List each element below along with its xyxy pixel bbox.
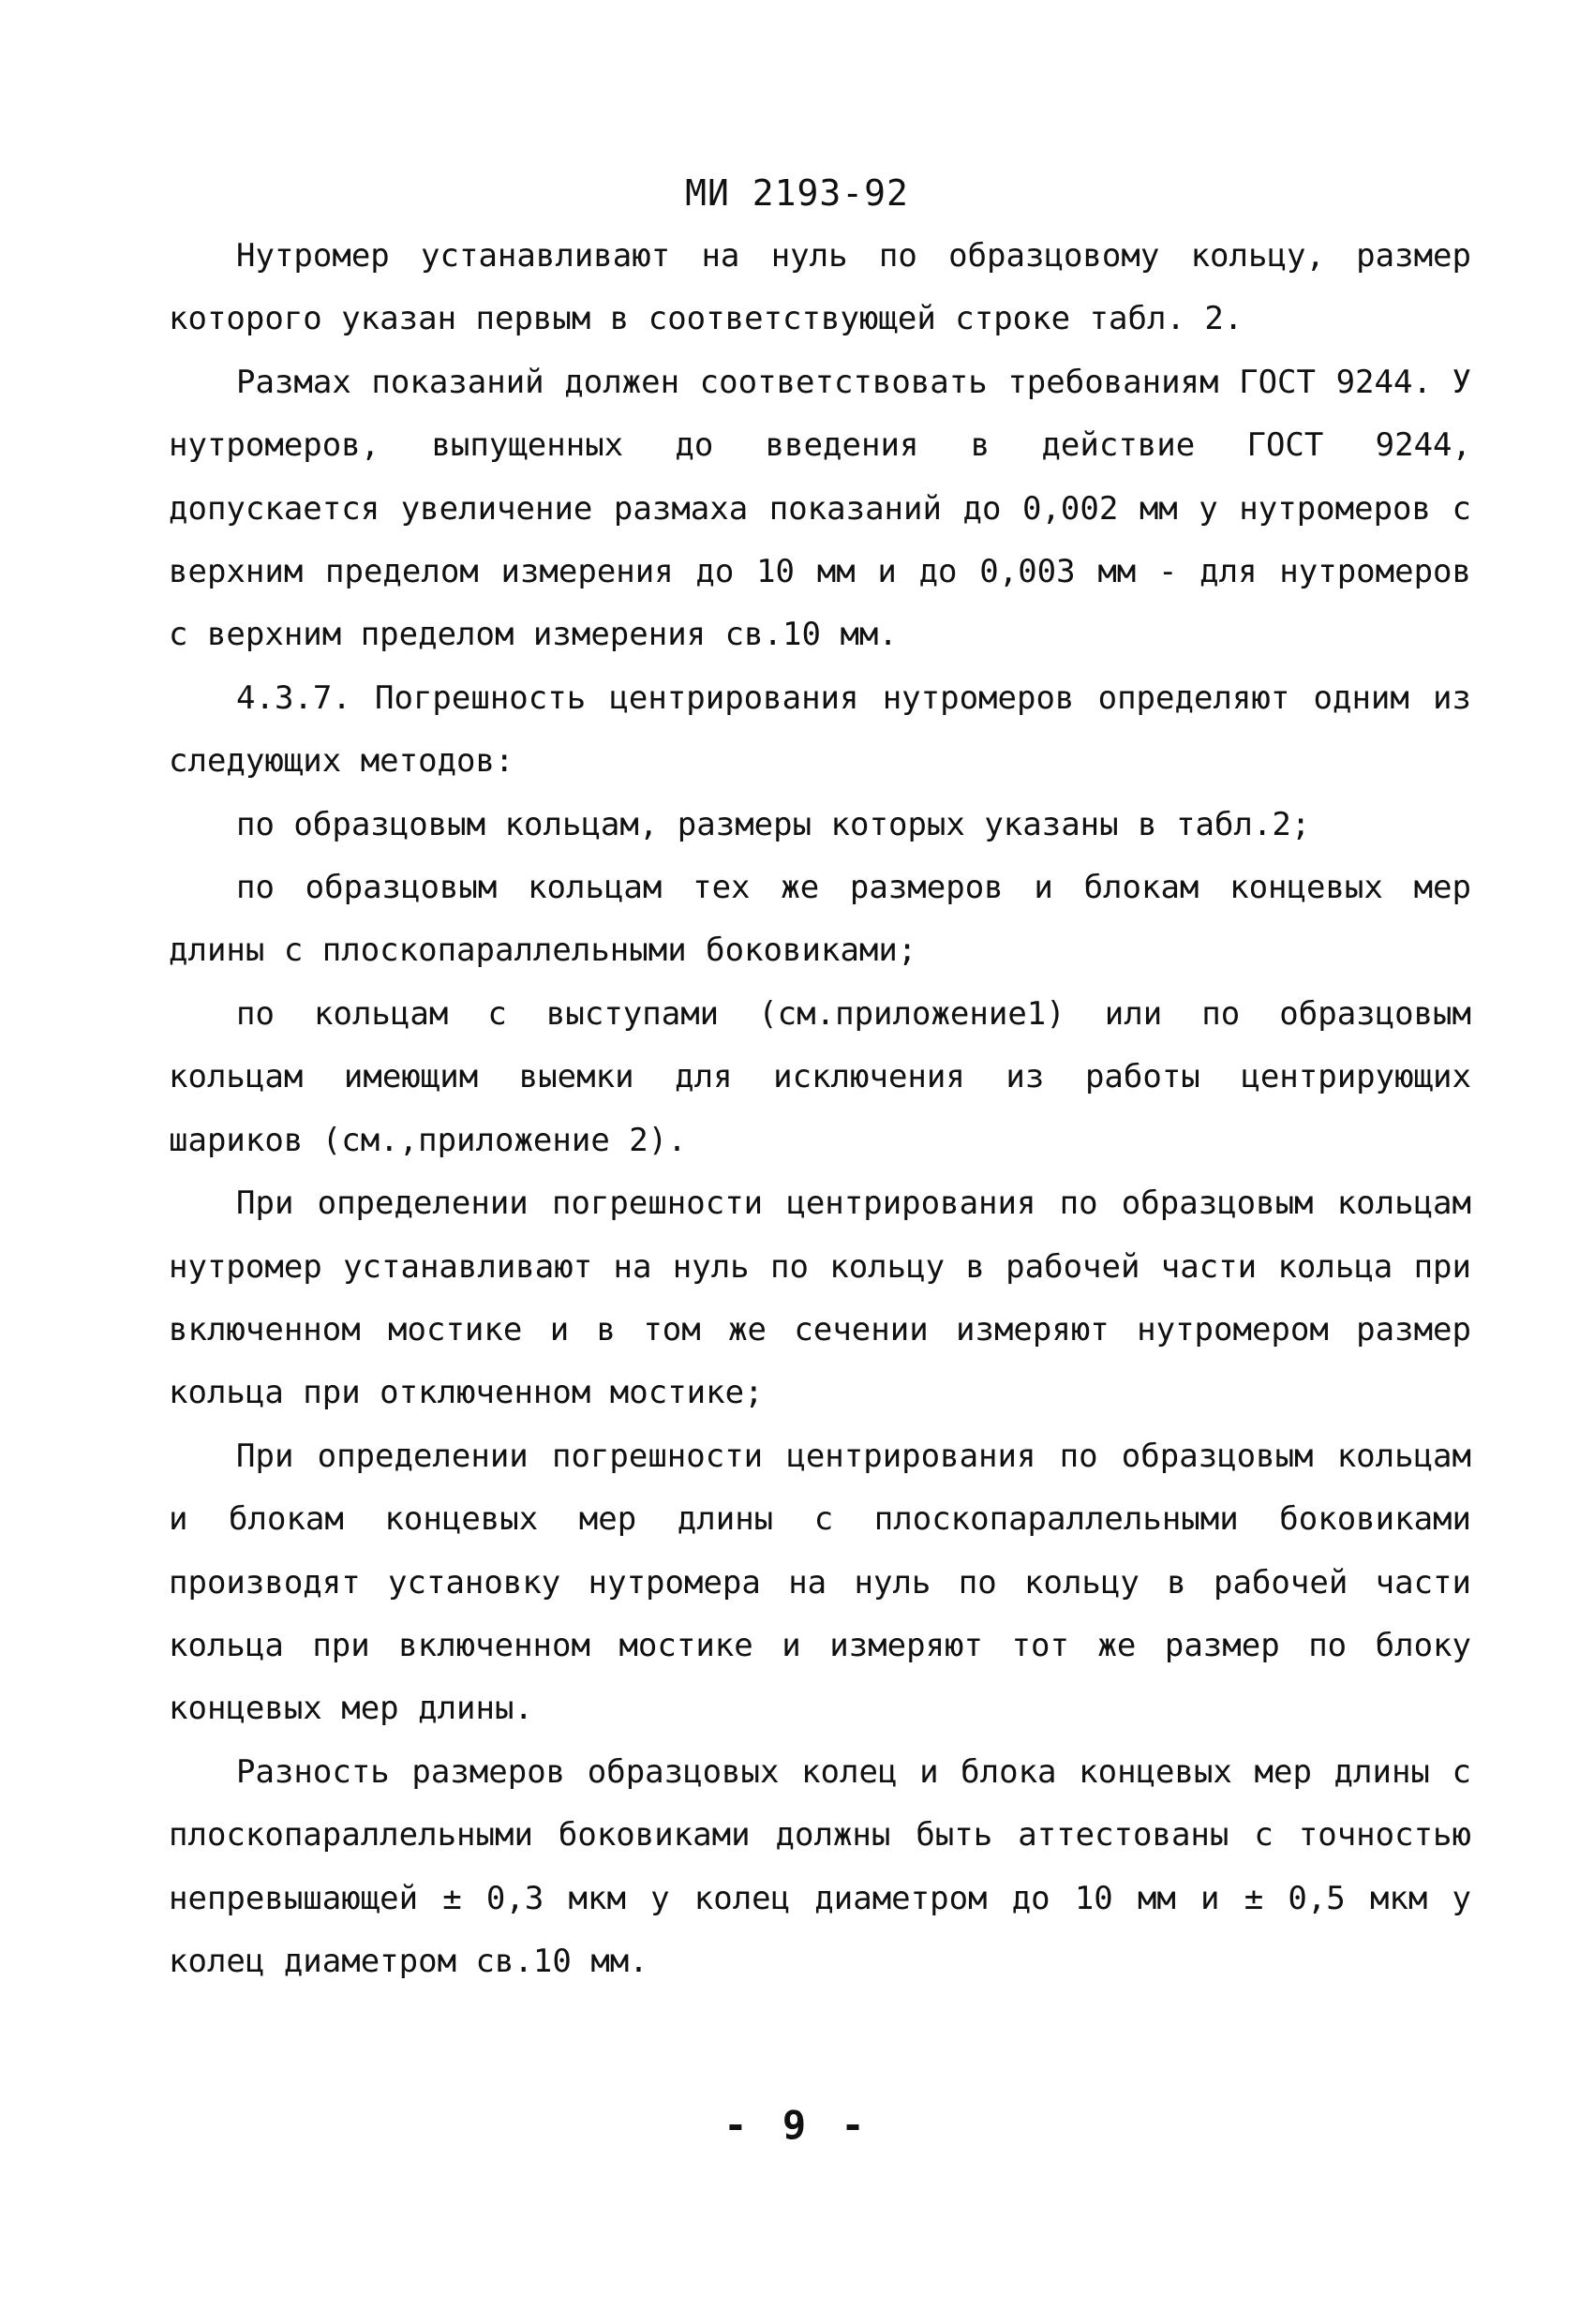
paragraph-ring-procedure: При определении погрешности центрирования по образцовым кольцам нутромер устанавливают на нуль по кольцу в рабочей части кольца при включенном мостике и в том же сечении измеряют нутромером размер кольца при отключенном мостике; bbox=[169, 1184, 1471, 1412]
paragraph-gauge-block-procedure: При определении погрешности центрирования по образцовым кольцам и блокам концевых мер длины с плоскопараллельными боковиками производят установку нутромера на нуль по кольцу в рабочей части кольца при включенном мостике и измеряют тот же размер по блоку концевых мер длины. bbox=[169, 1437, 1471, 1728]
paragraph-zero-setting: Нутромер устанавливают на нуль по образцовому кольцу, размер которого указан первым в соответствующей строке табл. 2. bbox=[169, 237, 1471, 338]
body-text bbox=[169, 225, 1471, 1993]
page-number: - 9 - bbox=[723, 2102, 871, 2148]
paragraph-attestation-accuracy: Разность размеров образцовых колец и блока концевых мер длины с плоскопараллельными боковиками должны быть аттестованы с точностью непревышающей ± 0,3 мкм у колец диаметром до 10 мм и ± 0,5 мкм у колец диаметром св.10 мм. bbox=[169, 1752, 1471, 1980]
list-item-method-3: по кольцам с выступами (см.приложение1) или по образцовым кольцам имеющим выемки для исключения из работы центрирующих шариков (см.,приложение 2). bbox=[169, 994, 1471, 1159]
paragraph-indication-range: Размах показаний должен соответствовать требованиям ГОСТ 9244. У нутромеров, выпущенных до введения в действие ГОСТ 9244, допускается увеличение размаха показаний до 0,002 мм у нутромеров с верхним пределом измерения до 10 мм и до 0,003 мм - для нутромеров с верхним пределом измерения св.10 мм. bbox=[169, 363, 1471, 654]
list-item-method-2: по образцовым кольцам тех же размеров и блокам концевых мер длины с плоскопараллельными боковиками; bbox=[169, 869, 1471, 970]
paragraph-centering-error-methods: 4.3.7. Погрешность центрирования нутромеров определяют одним из следующих методов: bbox=[169, 678, 1471, 781]
document-code-header: МИ 2193-92 bbox=[685, 172, 909, 214]
list-item-method-1: по образцовым кольцам, размеры которых указаны в табл.2; bbox=[236, 805, 1311, 843]
